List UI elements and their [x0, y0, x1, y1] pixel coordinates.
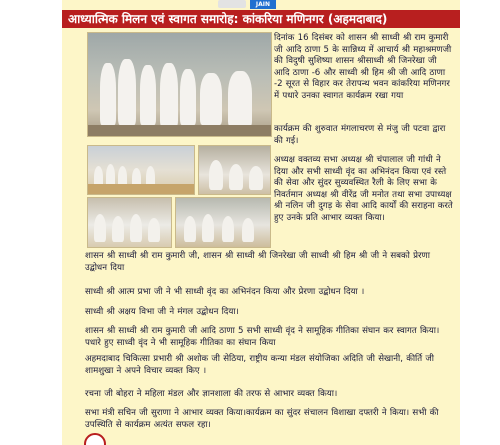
intro-paragraph: दिनांक 16 दिसंबर को शासन श्री साध्वी श्री राम कुमारी जी आदि ठाणा 5 के सान्निध्य में आचार्य श्री महाश्रमणजी की विदुषी सुशिष्या शासन श्रीसाध्वी श्री जिनरेखा जी आदि ठाणा -6 और साध्वी श्री हिम श्री जी आदि ठाणा -2 सूरत से विहार कर तेरापन्थ भवन कांकरिया मणिनगर में पधारे उनका स्वागत कार्यक्रम रखा गया [274, 33, 452, 101]
akshay-vibha-paragraph: साध्वी श्री अक्षय विभा जी ने मंगल उद्बोधन दिया। [85, 307, 239, 317]
main-photo [87, 32, 272, 137]
event-photo-3 [87, 197, 172, 248]
article-title: आध्यात्मिक मिलन एवं स्वागत समारोह: कांकरिया मणिनगर (अहमदाबाद) [68, 12, 388, 26]
org-emblem [218, 0, 246, 8]
news-clipping [62, 0, 460, 445]
jain-logo: JAIN [250, 0, 276, 9]
atma-prabha-paragraph: साध्वी श्री आत्म प्रभा जी ने भी साध्वी वृंद का अभिनंदन किया और प्रेरणा उद्बोधन दिया । [85, 287, 365, 297]
event-photo-2 [198, 145, 271, 195]
masthead-strip [62, 0, 460, 9]
geetika-paragraph: शासन श्री साध्वी श्री राम कुमारी जी आदि ठाणा 5 सभी साध्वी वृंद ने सामूहिक गीतिका संघान कर स्वागत किया। पधारे हुए साध्वी वृंद ने भी सामूहिक गीतिका का संघान किया [85, 326, 440, 348]
mangalacharan-paragraph: कार्यक्रम की शुरुवात मंगलाचरण से मंजु जी पटवा द्वारा की गई। [274, 124, 446, 146]
masthead-text [282, 0, 452, 8]
mahila-mandal-paragraph: रचना जी बोहरा ने महिला मंडल और ज्ञानशाला की तरफ से आभार व्यक्त किया। [85, 389, 338, 399]
event-photo-4 [175, 197, 271, 248]
footer-emblem [84, 433, 106, 445]
event-photo-1 [87, 145, 195, 195]
president-paragraph: अध्यक्ष वक्तव्य सभा अध्यक्ष श्री चंपालाल जी गांधी ने दिया और सभी साध्वी वृंद का अभिनंदन किया एवं रस्ते की सेवा और सुंदर सुव्यवस्थित रैली के लिए सभा के निवर्तमान अध्यक्ष श्री वीरेंद्र जी मनोत तथा सभा उपाध्यक्ष श्री नलिन जी दुगड़ के सेवा आदि कार्यों की सराहना करते हुए उनके प्रति आभार व्यक्त किया। [274, 155, 453, 223]
inspiration-paragraph: शासन श्री साध्वी श्री राम कुमारी जी, शासन श्री साध्वी श्री जिनरेखा जी साध्वी श्री हिम श्री जी ने सबको प्रेरणा उद्बोधन दिया [85, 251, 430, 273]
closing-paragraph: सभा मंत्री सचिन जी सुराणा ने आभार व्यक्त किया।कार्यक्रम का सुंदर संचालन विशाखा दफ्तरी ने किया। सभी की उपस्थिति से कार्यक्रम अत्यंत सफल रहा। [85, 408, 439, 430]
title-bar [62, 10, 460, 28]
speeches-paragraph: अहमदाबाद चिकित्सा प्रभारी श्री अशोक जी सेठिया, राष्ट्रीय कन्या मंडल संयोजिका अदिति जी सेखानी, कीर्ति जी शामशुखा ने अपने विचार व्यक्त किए । [85, 354, 434, 376]
